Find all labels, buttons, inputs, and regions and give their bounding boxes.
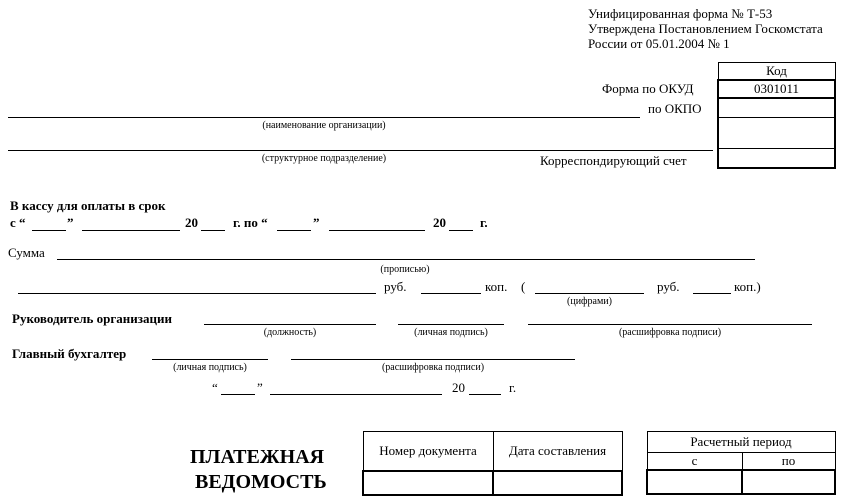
org-name-line[interactable] — [8, 117, 640, 118]
form-number-line: Унифицированная форма № Т-53 — [588, 6, 773, 21]
sum-kop-line[interactable] — [421, 293, 481, 294]
from-year-prefix: 20 — [185, 215, 198, 230]
to-year-suffix: г. — [480, 215, 488, 230]
date-day-line[interactable] — [221, 394, 255, 395]
doc-title-line2: ВЕДОМОСТЬ — [195, 471, 327, 493]
date-year-suffix: г. — [509, 380, 517, 395]
accountant-signature-line[interactable] — [152, 359, 268, 360]
head-signature-caption: (личная подпись) — [414, 327, 488, 338]
date-quote-open: “ — [212, 380, 218, 395]
from-day-line[interactable] — [32, 230, 66, 231]
from-prefix: с “ — [10, 215, 26, 230]
doc-number-header: Номер документа — [363, 432, 493, 472]
doc-date-header: Дата составления — [493, 432, 622, 472]
code-table — [717, 62, 836, 169]
doc-date-cell[interactable] — [493, 471, 622, 495]
period-table — [646, 431, 836, 495]
unit-line[interactable] — [8, 150, 713, 151]
approval-date-line: России от 05.01.2004 № 1 — [588, 36, 730, 51]
open-paren: ( — [521, 279, 526, 294]
to-day-line[interactable] — [277, 230, 311, 231]
date-month-line[interactable] — [270, 394, 442, 395]
sum-digits-kop-line[interactable] — [693, 293, 731, 294]
to-label: г. по “ — [233, 215, 268, 230]
head-decode-caption: (расшифровка подписи) — [618, 327, 722, 338]
head-label: Руководитель организации — [12, 311, 172, 326]
doc-title-line1: ПЛАТЕЖНАЯ — [190, 446, 325, 468]
head-decode-line[interactable] — [528, 324, 812, 325]
head-position-line[interactable] — [204, 324, 376, 325]
okud-label: Форма по ОКУД — [602, 81, 694, 96]
accountant-label: Главный бухгалтер — [12, 346, 127, 361]
approval-line: Утверждена Постановлением Госкомстата — [588, 21, 823, 36]
sum-rub: руб. — [384, 279, 407, 294]
to-year-prefix: 20 — [433, 215, 446, 230]
blank-code-cell[interactable] — [718, 118, 835, 149]
accountant-signature-caption: (личная подпись) — [173, 362, 247, 373]
unit-caption: (структурное подразделение) — [261, 153, 387, 164]
doc-number-cell[interactable] — [363, 471, 493, 495]
okpo-label: по ОКПО — [648, 101, 702, 116]
from-month-line[interactable] — [82, 230, 180, 231]
period-from-header: с — [647, 453, 742, 471]
sum-label: Сумма — [8, 245, 45, 260]
period-from-cell[interactable] — [647, 470, 742, 494]
okud-code-cell[interactable]: 0301011 — [718, 80, 835, 98]
period-to-cell[interactable] — [742, 470, 835, 494]
date-quote-close: ” — [257, 380, 263, 395]
sum-words-line-1[interactable] — [57, 259, 755, 260]
date-year-prefix: 20 — [452, 380, 465, 395]
accountant-decode-caption: (расшифровка подписи) — [381, 362, 485, 373]
from-year-line[interactable] — [201, 230, 225, 231]
period-header: Расчетный период — [647, 432, 835, 453]
doc-info-table — [362, 431, 623, 496]
sum-words-caption: (прописью) — [380, 264, 430, 275]
sum-digits-caption: (цифрами) — [567, 296, 612, 307]
period-to-header: по — [742, 453, 835, 471]
head-signature-line[interactable] — [398, 324, 504, 325]
sum-words-line-2[interactable] — [18, 293, 376, 294]
code-header: Код — [718, 63, 835, 81]
corr-account-cell[interactable] — [718, 149, 835, 169]
sum-kop: коп. — [485, 279, 508, 294]
sum-digits-line[interactable] — [535, 293, 644, 294]
cash-title: В кассу для оплаты в срок — [10, 198, 166, 213]
okpo-code-cell[interactable] — [718, 98, 835, 118]
accountant-decode-line[interactable] — [291, 359, 575, 360]
date-year-line[interactable] — [469, 394, 501, 395]
sum-kop2: коп.) — [734, 279, 761, 294]
head-position-caption: (должность) — [263, 327, 317, 338]
to-quote-close: ” — [313, 215, 320, 230]
corr-account-label: Корреспондирующий счет — [540, 153, 687, 168]
org-name-caption: (наименование организации) — [262, 120, 386, 131]
from-quote-close: ” — [67, 215, 74, 230]
to-month-line[interactable] — [329, 230, 425, 231]
to-year-line[interactable] — [449, 230, 473, 231]
sum-rub2: руб. — [657, 279, 680, 294]
